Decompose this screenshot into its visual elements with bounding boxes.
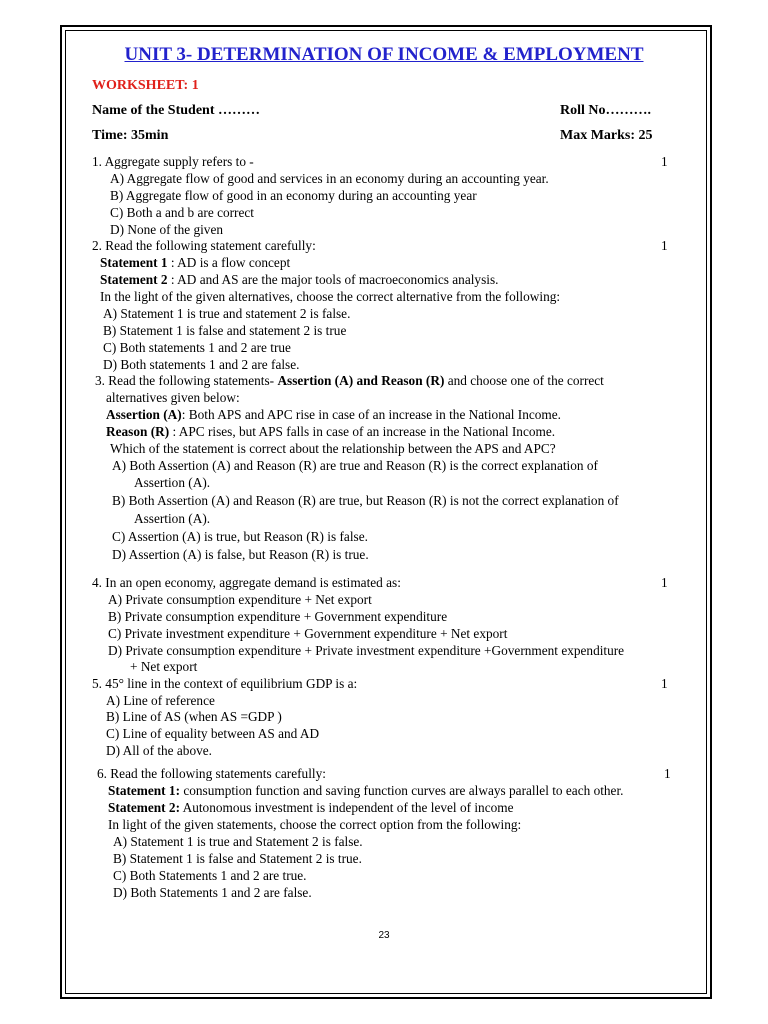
question-2-instruction: In the light of the given alternatives, choose the correct alternative from the following: [100, 289, 561, 304]
question-5-option-a: A) Line of reference [106, 693, 215, 708]
question-5-stem: 5. 45° line in the context of equilibrium GDP is a: [92, 676, 358, 691]
question-1-stem: 1. Aggregate supply refers to - [92, 154, 254, 169]
statement-2-text: : AD and AS are the major tools of macroeconomics analysis. [167, 272, 499, 287]
question-3-option-a-cont: Assertion (A). [134, 475, 211, 490]
question-4-option-c: C) Private investment expenditure + Government expenditure + Net export [108, 626, 508, 641]
assertion-label: Assertion (A) [106, 407, 182, 422]
question-2-mark: 1 [661, 238, 668, 253]
question-3-stem-cont: alternatives given below: [106, 390, 240, 405]
reason-text: : APC rises, but APS falls in case of an increase in the National Income. [169, 424, 556, 439]
question-3-option-b-cont: Assertion (A). [134, 511, 211, 526]
question-4-option-d-cont: + Net export [130, 659, 198, 674]
question-1-option-b: B) Aggregate flow of good in an economy during an accounting year [110, 188, 477, 203]
q6-statement-1-text: consumption function and saving function curves are always parallel to each other. [180, 783, 624, 798]
question-3-reason [106, 424, 555, 440]
reason-label: Reason (R) [106, 424, 170, 439]
question-3-stem [95, 373, 604, 389]
question-1-mark: 1 [661, 154, 668, 169]
statement-1-label: Statement 1 [100, 255, 168, 270]
question-2-option-c: C) Both statements 1 and 2 are true [103, 340, 291, 355]
question-6-statement-2 [108, 800, 513, 816]
statement-1-text: : AD is a flow concept [167, 255, 291, 270]
worksheet-label: WORKSHEET: 1 [92, 78, 199, 93]
q6-statement-2-text: Autonomous investment is independent of the level of income [180, 800, 514, 815]
question-1-option-d: D) None of the given [110, 222, 223, 237]
question-3-option-c: C) Assertion (A) is true, but Reason (R) is false. [112, 529, 368, 544]
question-6-instruction: In light of the given statements, choose the correct option from the following: [108, 817, 522, 832]
question-3-stem-bold: Assertion (A) and Reason (R) [277, 373, 445, 388]
question-2-option-a: A) Statement 1 is true and statement 2 is false. [103, 306, 351, 321]
question-3-assertion [106, 407, 561, 423]
time-label: Time: 35min [92, 128, 169, 143]
question-3-option-a: A) Both Assertion (A) and Reason (R) are true and Reason (R) is the correct explanation of [112, 458, 598, 473]
question-6-stem: 6. Read the following statements carefully: [97, 766, 326, 781]
question-1-option-c: C) Both a and b are correct [110, 205, 254, 220]
question-4-option-d: D) Private consumption expenditure + Private investment expenditure +Government expenditure [108, 643, 625, 658]
question-2-option-d: D) Both statements 1 and 2 are false. [103, 357, 300, 372]
question-4-option-b: B) Private consumption expenditure + Government expenditure [108, 609, 448, 624]
question-3-question: Which of the statement is correct about the relationship between the APS and APC? [110, 441, 556, 456]
assertion-text: : Both APS and APC rise in case of an increase in the National Income. [181, 407, 561, 422]
question-2-statement-1 [100, 255, 290, 271]
question-3-stem-start: 3. Read the following statements- [95, 373, 275, 388]
statement-2-label: Statement 2 [100, 272, 168, 287]
question-6-option-b: B) Statement 1 is false and Statement 2 is true. [113, 851, 362, 866]
question-6-option-d: D) Both Statements 1 and 2 are false. [113, 885, 312, 900]
question-6-statement-1 [108, 783, 623, 799]
question-5-mark: 1 [661, 676, 668, 691]
question-3-option-d: D) Assertion (A) is false, but Reason (R) is true. [112, 547, 369, 562]
question-3-option-b: B) Both Assertion (A) and Reason (R) are true, but Reason (R) is not the correct explanation of [112, 493, 619, 508]
question-6-option-c: C) Both Statements 1 and 2 are true. [113, 868, 307, 883]
q6-statement-1-label: Statement 1: [108, 783, 181, 798]
unit-title: UNIT 3- DETERMINATION OF INCOME & EMPLOYMENT [124, 44, 644, 65]
question-1-option-a: A) Aggregate flow of good and services in an economy during an accounting year. [110, 171, 549, 186]
max-marks-label: Max Marks: 25 [560, 128, 653, 143]
page-number: 23 [378, 930, 390, 941]
student-name-label: Name of the Student ……… [92, 103, 260, 118]
question-4-mark: 1 [661, 575, 668, 590]
question-5-option-c: C) Line of equality between AS and AD [106, 726, 320, 741]
question-3-stem-end: and choose one of the correct [444, 373, 604, 388]
question-4-option-a: A) Private consumption expenditure + Net export [108, 592, 372, 607]
question-6-mark: 1 [664, 766, 671, 781]
q6-statement-2-label: Statement 2: [108, 800, 181, 815]
question-6-option-a: A) Statement 1 is true and Statement 2 is false. [113, 834, 363, 849]
question-2-statement-2 [100, 272, 498, 288]
question-2-option-b: B) Statement 1 is false and statement 2 is true [103, 323, 347, 338]
question-5-option-d: D) All of the above. [106, 743, 212, 758]
question-4-stem: 4. In an open economy, aggregate demand is estimated as: [92, 575, 401, 590]
question-2-stem: 2. Read the following statement carefully: [92, 238, 316, 253]
question-5-option-b: B) Line of AS (when AS =GDP ) [106, 709, 282, 724]
roll-no-label: Roll No………. [560, 103, 651, 118]
